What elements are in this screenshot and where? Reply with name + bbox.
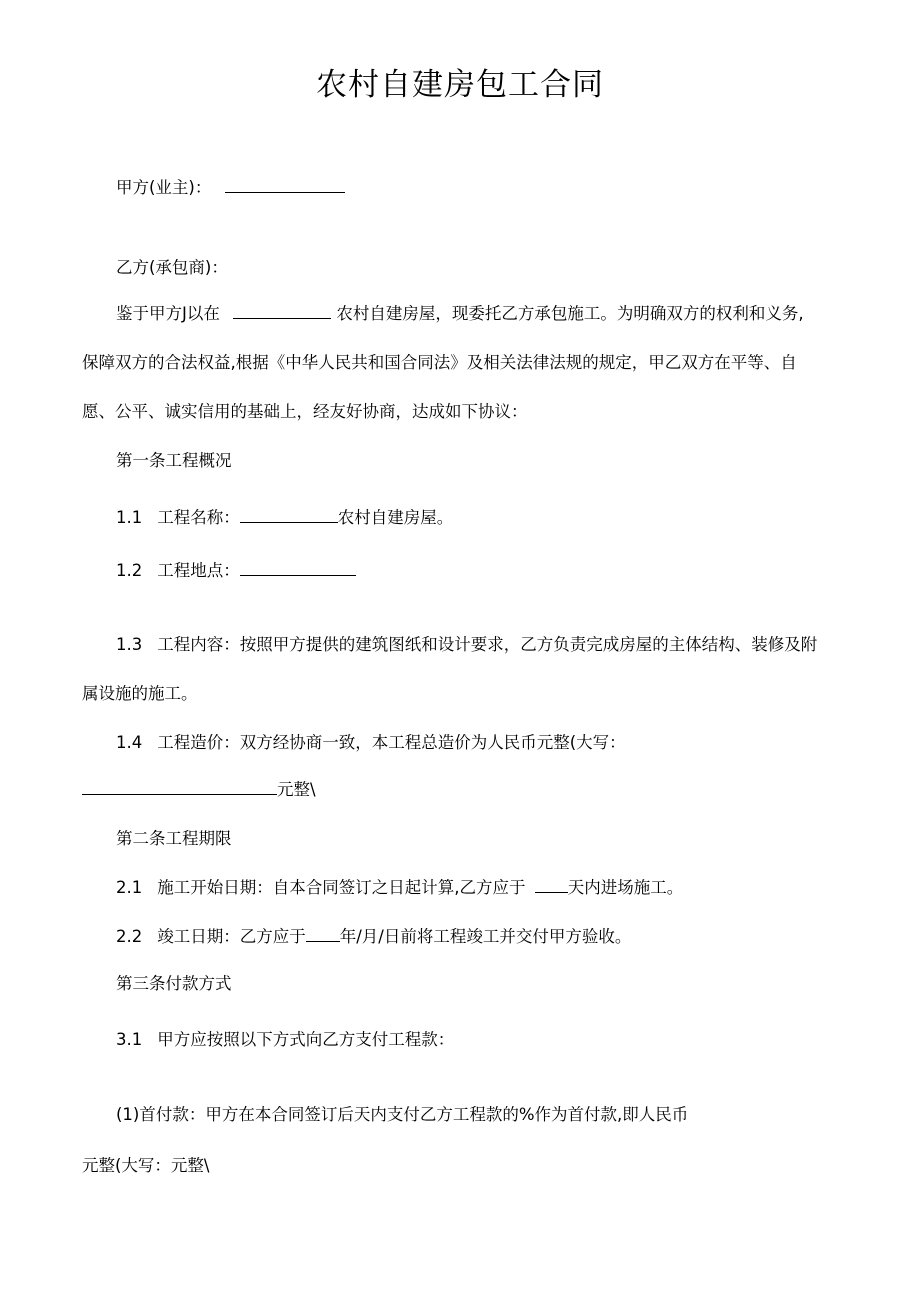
clause-1-2 <box>116 559 356 583</box>
payment-item-1-cont: 元整(大写：元整\ <box>82 1156 210 1175</box>
project-site-blank <box>240 559 356 576</box>
clause-text: 工程地点： <box>157 561 240 580</box>
clause-1-1 <box>116 506 453 530</box>
clause-number: 2.1 <box>116 878 143 897</box>
article-1-heading: 第一条工程概况 <box>116 451 232 470</box>
location-blank <box>233 302 331 319</box>
days-blank <box>535 876 568 893</box>
preamble-text-1b: 农村自建房屋，现委托乙方承包施工。为明确双方的权利和义务, <box>336 304 804 323</box>
party-b-label: 乙方(承包商)： <box>116 258 228 277</box>
party-a-line <box>116 176 345 200</box>
clause-number: 1.4 <box>116 733 143 752</box>
project-name-blank <box>240 506 338 523</box>
clause-1-4 <box>116 731 626 755</box>
clause-text: 天内进场施工。 <box>567 878 684 897</box>
preamble-line-3: 愿、公平、诚实信用的基础上，经友好协商，达成如下协议： <box>82 402 528 421</box>
preamble-line-2: 保障双方的合法权益,根据《中华人民共和国合同法》及相关法律法规的规定，甲乙双方在平等、自 <box>82 353 797 372</box>
clause-number: 1.2 <box>116 561 143 580</box>
clause-number: 1.1 <box>116 508 143 527</box>
clause-2-1 <box>116 876 683 900</box>
clause-2-2 <box>116 925 631 949</box>
clause-text: 工程造价：双方经协商一致，本工程总造价为人民币元整(大写： <box>157 733 626 752</box>
clause-text: 年/月/日前将工程竣工并交付甲方验收。 <box>339 927 632 946</box>
preamble-line-1 <box>116 302 804 326</box>
clause-number: 3.1 <box>116 1030 143 1049</box>
clause-number: 2.2 <box>116 927 143 946</box>
amount-words-blank <box>82 778 277 795</box>
clause-text: 施工开始日期：自本合同签订之日起计算,乙方应于 <box>157 878 526 897</box>
clause-1-4-cont <box>82 778 316 802</box>
clause-text: 工程内容：按照甲方提供的建筑图纸和设计要求，乙方负责完成房屋的主体结构、装修及附 <box>157 635 818 654</box>
clause-text: 农村自建房屋。 <box>337 508 454 527</box>
document-title: 农村自建房包工合同 <box>316 67 604 103</box>
party-a-blank <box>225 176 345 193</box>
party-a-label: 甲方(业主)： <box>116 178 212 197</box>
clause-text: 元整\ <box>277 780 316 799</box>
article-3-heading: 第三条付款方式 <box>116 974 232 993</box>
payment-item-1: (1)首付款：甲方在本合同签订后天内支付乙方工程款的%作为首付款,即人民币 <box>116 1105 689 1124</box>
clause-3-1 <box>116 1028 454 1052</box>
year-blank <box>306 925 340 942</box>
clause-text: 竣工日期：乙方应于 <box>157 927 306 946</box>
clause-number: 1.3 <box>116 635 143 654</box>
preamble-text-1a: 鉴于甲方J以在 <box>116 304 220 323</box>
clause-1-3 <box>116 633 817 657</box>
clause-text: 工程名称： <box>157 508 240 527</box>
clause-text: 甲方应按照以下方式向乙方支付工程款： <box>157 1030 455 1049</box>
clause-1-3-cont: 属设施的施工。 <box>82 684 198 703</box>
article-2-heading: 第二条工程期限 <box>116 829 232 848</box>
